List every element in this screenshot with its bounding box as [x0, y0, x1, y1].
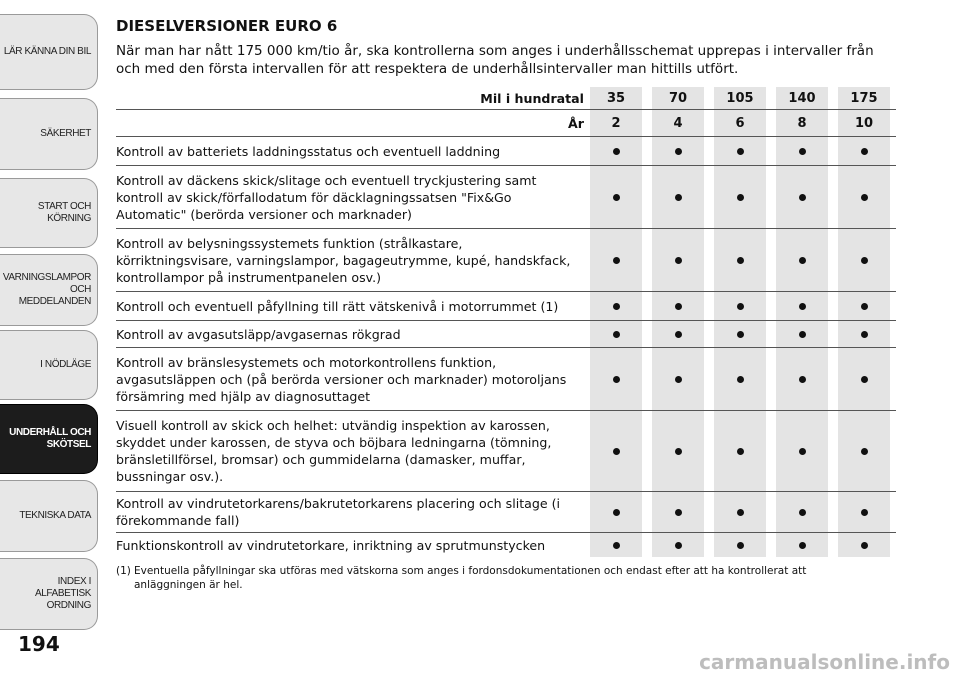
schedule-cell	[590, 321, 642, 347]
check-dot-icon	[861, 148, 868, 155]
check-dot-icon	[861, 448, 868, 455]
schedule-cell	[652, 292, 704, 320]
row-label: Kontroll av belysningssystemets funktion (strålkastare, körriktningsvisare, varningslampor, bagageutrymme, kupé, handskfack, kontrollampor på instrumentpanelen osv.)	[116, 235, 571, 285]
check-dot-icon	[737, 509, 744, 516]
check-dot-icon	[675, 194, 682, 201]
schedule-cell	[838, 348, 890, 410]
sidebar-tab-label: START OCH KÖRNING	[37, 201, 91, 224]
check-dot-icon	[799, 448, 806, 455]
sidebar-tab-4[interactable]	[0, 254, 98, 326]
sidebar-tab-1[interactable]	[0, 14, 98, 90]
header-value: 35	[590, 87, 642, 109]
sidebar-tab-label: UNDERHÅLL OCH SKÖTSEL	[9, 427, 91, 450]
schedule-cell	[652, 166, 704, 228]
schedule-cell	[838, 533, 890, 557]
header-value: 10	[838, 110, 890, 136]
schedule-cell	[776, 166, 828, 228]
check-dot-icon	[675, 448, 682, 455]
footnote-line-1: Eventuella påfyllningar ska utföras med vätskorna som anges i fordonsdokumentationen och endast efter att ha kontrollerat att	[134, 565, 807, 577]
schedule-cell	[714, 321, 766, 347]
check-dot-icon	[737, 331, 744, 338]
check-dot-icon	[737, 376, 744, 383]
table-row	[116, 321, 896, 348]
table-row	[116, 533, 896, 557]
table-row	[116, 348, 896, 411]
schedule-cell	[714, 292, 766, 320]
schedule-cell	[838, 229, 890, 291]
check-dot-icon	[861, 376, 868, 383]
check-dot-icon	[613, 194, 620, 201]
check-dot-icon	[613, 303, 620, 310]
check-dot-icon	[861, 303, 868, 310]
schedule-cell	[714, 348, 766, 410]
check-dot-icon	[799, 542, 806, 549]
schedule-cell	[776, 137, 828, 165]
footnote	[116, 564, 906, 592]
sidebar-tab-label: VARNINGSLAMPOR OCH MEDDELANDEN	[2, 272, 91, 307]
schedule-cell	[776, 533, 828, 557]
header-row-distance	[116, 87, 896, 110]
check-dot-icon	[613, 448, 620, 455]
schedule-cell	[590, 229, 642, 291]
sidebar-tab-7[interactable]	[0, 480, 98, 552]
schedule-cell	[776, 348, 828, 410]
sidebar-tab-label: TEKNISKA DATA	[19, 510, 91, 521]
section-title: DIESELVERSIONER EURO 6	[116, 17, 338, 35]
check-dot-icon	[613, 331, 620, 338]
sidebar-tab-3[interactable]	[0, 178, 98, 248]
schedule-cell	[714, 137, 766, 165]
schedule-cell	[652, 137, 704, 165]
schedule-cell	[714, 533, 766, 557]
row-label: Funktionskontroll av vindrutetorkare, inriktning av sprutmunstycken	[116, 537, 546, 553]
schedule-cell	[838, 292, 890, 320]
check-dot-icon	[675, 303, 682, 310]
schedule-cell	[714, 229, 766, 291]
schedule-cell	[776, 292, 828, 320]
header-label: År	[568, 115, 584, 131]
check-dot-icon	[737, 194, 744, 201]
schedule-cell	[590, 166, 642, 228]
footnote-line-2: anläggningen är hel.	[134, 579, 243, 591]
row-label: Kontroll och eventuell påfyllning till rätt vätskenivå i motorrummet (1)	[116, 298, 559, 314]
sidebar-tab-label: LÄR KÄNNA DIN BIL	[3, 46, 91, 57]
table-row	[116, 292, 896, 321]
table-row	[116, 137, 896, 166]
sidebar-tab-8[interactable]	[0, 558, 98, 630]
check-dot-icon	[737, 542, 744, 549]
sidebar-tab-6[interactable]	[0, 404, 98, 474]
schedule-cell	[652, 533, 704, 557]
header-value: 2	[590, 110, 642, 136]
schedule-cell	[838, 492, 890, 532]
check-dot-icon	[675, 542, 682, 549]
schedule-cell	[714, 411, 766, 491]
check-dot-icon	[861, 331, 868, 338]
table-row	[116, 229, 896, 292]
check-dot-icon	[861, 509, 868, 516]
schedule-cell	[776, 411, 828, 491]
row-label: Visuell kontroll av skick och helhet: utvändig inspektion av karossen, skyddet under karossen, de styva och böjbara ledningarna (tömning, bränsletillförsel, bromsar) och gummidelarna (damasker, muffar, bussningar osv.).	[116, 418, 552, 484]
watermark: carmanualsonline.info	[699, 650, 950, 674]
schedule-cell	[714, 166, 766, 228]
schedule-cell	[652, 411, 704, 491]
check-dot-icon	[613, 376, 620, 383]
schedule-cell	[838, 321, 890, 347]
schedule-cell	[590, 492, 642, 532]
check-dot-icon	[613, 257, 620, 264]
schedule-cell	[776, 492, 828, 532]
check-dot-icon	[799, 257, 806, 264]
check-dot-icon	[613, 542, 620, 549]
header-row-years	[116, 110, 896, 137]
schedule-cell	[590, 411, 642, 491]
schedule-cell	[652, 348, 704, 410]
check-dot-icon	[675, 509, 682, 516]
schedule-cell	[776, 229, 828, 291]
sidebar-tab-5[interactable]	[0, 330, 98, 400]
schedule-cell	[652, 492, 704, 532]
header-value: 4	[652, 110, 704, 136]
check-dot-icon	[799, 331, 806, 338]
schedule-cell	[714, 492, 766, 532]
row-label: Kontroll av bränslesystemets och motorkontrollens funktion, avgasutsläppen och (på berörda versioner och marknader) motoroljans försämring med hjälp av diagnosuttaget	[116, 354, 567, 404]
header-value: 105	[714, 87, 766, 109]
schedule-cell	[590, 348, 642, 410]
check-dot-icon	[861, 542, 868, 549]
check-dot-icon	[613, 148, 620, 155]
check-dot-icon	[737, 448, 744, 455]
chapter-sidebar	[0, 0, 100, 640]
check-dot-icon	[799, 303, 806, 310]
schedule-cell	[838, 166, 890, 228]
check-dot-icon	[799, 194, 806, 201]
footnote-mark: (1)	[116, 565, 131, 577]
check-dot-icon	[675, 257, 682, 264]
header-value: 175	[838, 87, 890, 109]
schedule-cell	[590, 137, 642, 165]
sidebar-tab-2[interactable]	[0, 98, 98, 170]
row-label: Kontroll av däckens skick/slitage och eventuell tryckjustering samt kontroll av skick/förfallodatum för däcklagningssatsen "Fix&Go Automatic" (berörda versioner och marknader)	[116, 172, 537, 222]
check-dot-icon	[613, 509, 620, 516]
schedule-cell	[838, 411, 890, 491]
check-dot-icon	[799, 148, 806, 155]
check-dot-icon	[737, 148, 744, 155]
header-value: 6	[714, 110, 766, 136]
header-value: 70	[652, 87, 704, 109]
header-label: Mil i hundratal	[480, 90, 584, 106]
row-label: Kontroll av batteriets laddningsstatus och eventuell laddning	[116, 143, 501, 159]
schedule-cell	[590, 292, 642, 320]
table-row	[116, 166, 896, 229]
check-dot-icon	[675, 148, 682, 155]
schedule-cell	[838, 137, 890, 165]
table-row	[116, 411, 896, 492]
page-number: 194	[18, 632, 60, 656]
check-dot-icon	[799, 509, 806, 516]
header-value: 8	[776, 110, 828, 136]
check-dot-icon	[861, 257, 868, 264]
schedule-cell	[652, 229, 704, 291]
row-label: Kontroll av vindrutetorkarens/bakrutetorkarens placering och slitage (i förekommande fall)	[116, 496, 561, 528]
schedule-cell	[652, 321, 704, 347]
row-label: Kontroll av avgasutsläpp/avgasernas rökgrad	[116, 326, 401, 342]
check-dot-icon	[737, 303, 744, 310]
check-dot-icon	[737, 257, 744, 264]
intro-paragraph: När man har nått 175 000 km/tio år, ska kontrollerna som anges i underhållsschemat upprepas i intervaller från och med den första intervallen för att respektera de underhållsintervaller man hittills utfört.	[116, 43, 874, 77]
check-dot-icon	[675, 331, 682, 338]
sidebar-tab-label: I NÖDLÄGE	[40, 359, 91, 370]
main-content	[116, 16, 898, 78]
schedule-cell	[776, 321, 828, 347]
table-row	[116, 492, 896, 533]
check-dot-icon	[861, 194, 868, 201]
check-dot-icon	[675, 376, 682, 383]
sidebar-tab-label: INDEX I ALFABETISK ORDNING	[34, 576, 91, 611]
sidebar-tab-label: SÄKERHET	[40, 128, 91, 139]
maintenance-schedule-table	[116, 87, 896, 557]
check-dot-icon	[799, 376, 806, 383]
schedule-cell	[590, 533, 642, 557]
header-value: 140	[776, 87, 828, 109]
